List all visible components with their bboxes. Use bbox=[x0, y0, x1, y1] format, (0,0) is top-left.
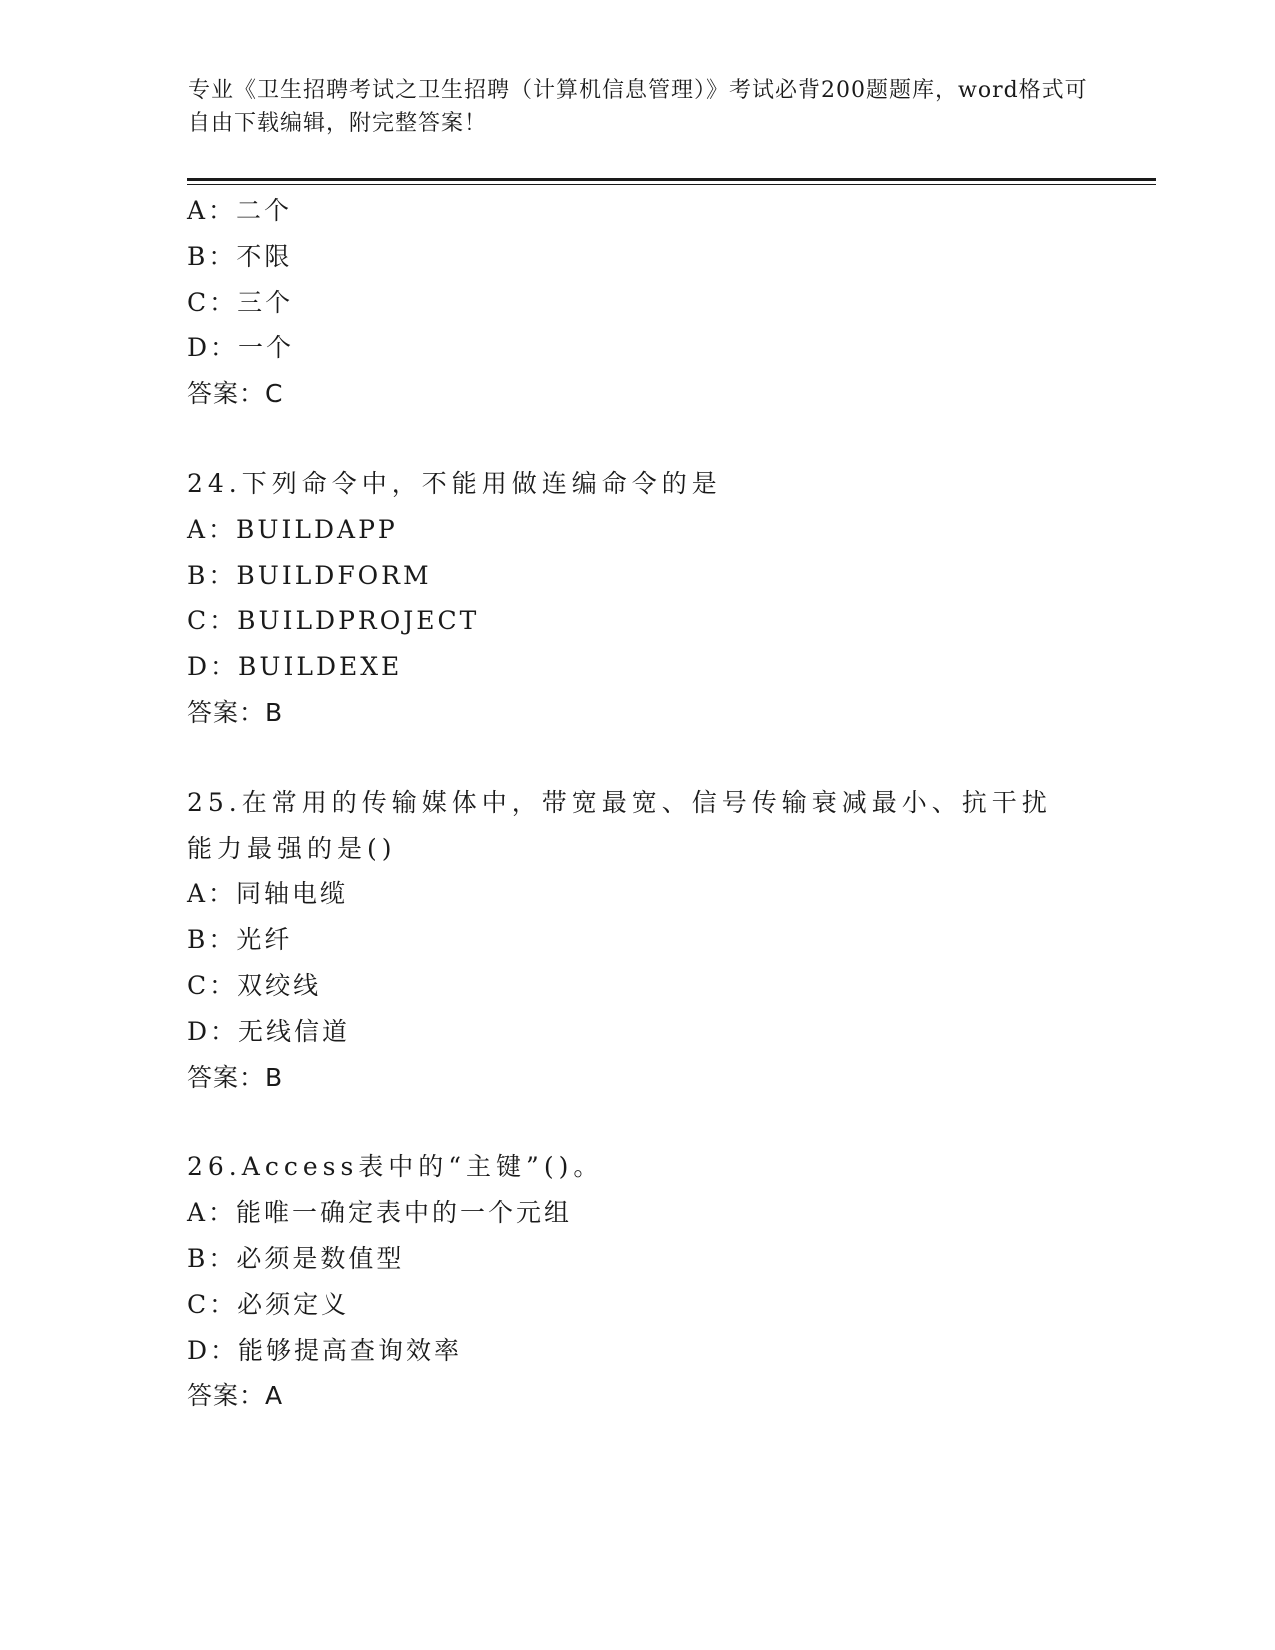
answer-line: 答案：C bbox=[187, 379, 284, 409]
spacer bbox=[187, 1100, 1127, 1144]
option-c: C：双绞线 bbox=[187, 970, 322, 1000]
option-a: A：二个 bbox=[187, 196, 293, 225]
option-a: A：同轴电缆 bbox=[187, 879, 349, 909]
option-d: D：能够提高查询效率 bbox=[187, 1335, 463, 1365]
answer-line: 答案：B bbox=[187, 697, 284, 727]
answer-line: 答案：A bbox=[187, 1381, 284, 1411]
document-header: 专业《卫生招聘考试之卫生招聘（计算机信息管理）》考试必背200题题库，word格式可自由下载编辑，附完整答案！ bbox=[188, 78, 1088, 136]
question-text: 25.在常用的传输媒体中，带宽最宽、信号传输衰减最小、抗干扰能力最强的是() bbox=[187, 787, 1052, 863]
option-d: D：无线信道 bbox=[187, 1016, 351, 1046]
header-divider-thick bbox=[187, 178, 1156, 181]
spacer bbox=[187, 736, 1127, 780]
option-b: B：BUILDFORM bbox=[187, 560, 432, 590]
option-b: B：光纤 bbox=[187, 925, 293, 955]
answer-line: 答案：B bbox=[187, 1062, 284, 1092]
option-c: C：三个 bbox=[187, 287, 294, 317]
question-text: 26.Access表中的“主键”()。 bbox=[187, 1152, 604, 1182]
question-23 bbox=[187, 188, 1127, 417]
option-b: B：不限 bbox=[187, 241, 293, 271]
question-text: 24.下列命令中，不能用做连编命令的是 bbox=[187, 468, 722, 498]
question-24 bbox=[187, 461, 1127, 736]
option-b: B：必须是数值型 bbox=[187, 1243, 405, 1273]
option-c: C：BUILDPROJECT bbox=[187, 606, 480, 636]
option-a: A：能唯一确定表中的一个元组 bbox=[187, 1198, 573, 1228]
question-list bbox=[187, 188, 1127, 1419]
header-divider-thin bbox=[187, 184, 1156, 185]
question-26 bbox=[187, 1144, 1127, 1419]
spacer bbox=[187, 417, 1127, 461]
option-a: A：BUILDAPP bbox=[187, 514, 398, 544]
question-25 bbox=[187, 780, 1127, 1101]
option-d: D：一个 bbox=[187, 333, 295, 363]
option-c: C：必须定义 bbox=[187, 1289, 350, 1319]
option-d: D：BUILDEXE bbox=[187, 652, 403, 682]
